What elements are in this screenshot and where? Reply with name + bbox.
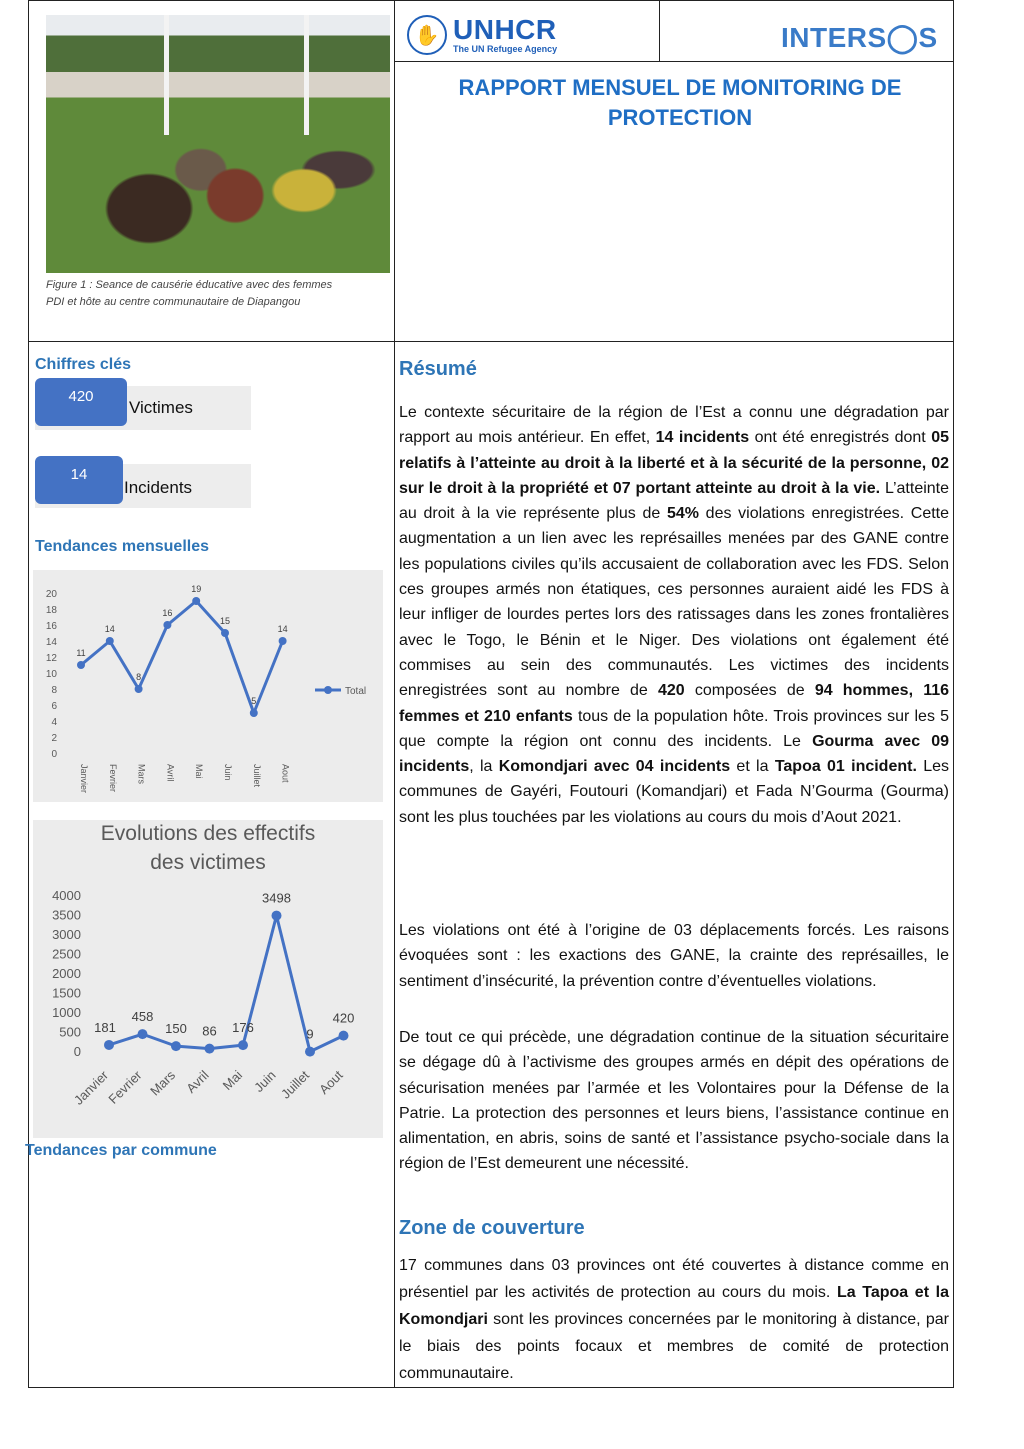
x-tick-label: Mai bbox=[219, 1067, 246, 1093]
x-tick-label: Aout bbox=[280, 764, 291, 783]
photo-pole bbox=[304, 15, 309, 135]
data-point bbox=[192, 597, 200, 605]
y-tick-label: 6 bbox=[51, 701, 57, 712]
resume-paragraph-1-run: Le contexte sécuritaire de la région de l’Est a connu une dégradation par rapport au mois antérieur. En effet, bbox=[399, 404, 949, 447]
kpi-incidents-label: Incidents bbox=[124, 478, 193, 497]
chart-title-line: Evolutions des effectifs bbox=[100, 822, 316, 845]
zone-heading: Zone de couverture bbox=[399, 1217, 585, 1239]
resume-paragraph-1-run: ont été enregistrés dont bbox=[749, 429, 932, 447]
monthly-trends-heading: Tendances mensuelles bbox=[35, 538, 209, 555]
key-figures-heading: Chiffres clés bbox=[35, 356, 132, 373]
unhcr-logo bbox=[407, 15, 557, 55]
data-label: 8 bbox=[136, 672, 142, 682]
resume-paragraph-1-run: Gourma avec 09 incidents bbox=[399, 732, 950, 776]
x-tick-label: Juillet bbox=[278, 1067, 313, 1102]
data-label: 14 bbox=[277, 624, 288, 634]
y-tick-label: 3500 bbox=[52, 907, 81, 923]
y-tick-label: 10 bbox=[45, 669, 57, 680]
resume-paragraph-1-run: 14 incidents bbox=[655, 429, 750, 447]
incidents-chart-box bbox=[33, 570, 383, 802]
resume-paragraph-1-run: Les communes de Gayéri, Foutouri (Komandjari) et Fada N’Gourma (Gourma) sont les plus touchées par les violations au cours du mois d’Aout 2021. bbox=[399, 758, 949, 826]
data-label: 19 bbox=[191, 584, 202, 594]
resume-paragraph-2: Les violations ont été à l’origine de 03 déplacements forcés. Les raisons évoquées sont : les exactions des GANE, la crainte des représailles, le sentiment d’insécurité, la prévention contre d’éventuelles violations. bbox=[399, 922, 949, 990]
y-tick-label: 4000 bbox=[52, 888, 81, 903]
logo-divider bbox=[659, 1, 660, 61]
photo-cell bbox=[28, 0, 394, 342]
y-tick-label: 16 bbox=[45, 621, 57, 632]
unhcr-name: UNHCR bbox=[453, 14, 557, 45]
resume-paragraph-1-run: Tapoa 01 incident. bbox=[774, 758, 917, 776]
left-column bbox=[25, 342, 394, 1388]
community-meeting-photo bbox=[46, 15, 390, 273]
data-label: 3498 bbox=[262, 890, 291, 906]
right-column bbox=[394, 342, 954, 1388]
data-point bbox=[77, 661, 85, 669]
x-tick-label: Fevrier bbox=[105, 1067, 145, 1107]
zone-paragraph-run: sont les provinces concernées par le monitoring à distance, par le biais des points focaux et membres de comité de protection communautaire. bbox=[399, 1311, 949, 1382]
y-tick-label: 14 bbox=[45, 637, 57, 648]
data-label: 176 bbox=[232, 1020, 254, 1036]
logo-title-cell bbox=[394, 0, 954, 342]
y-tick-label: 12 bbox=[45, 653, 57, 664]
data-point bbox=[221, 629, 229, 637]
x-tick-label: Mai bbox=[194, 764, 205, 779]
x-tick-label: Avril bbox=[183, 1067, 212, 1096]
photo-pole bbox=[164, 15, 169, 135]
x-tick-label: Avril bbox=[165, 764, 176, 782]
y-tick-label: 3000 bbox=[52, 927, 81, 942]
y-tick-label: 500 bbox=[59, 1024, 81, 1040]
resume-paragraph-1-run: 94 hommes, 116 femmes et 210 enfants bbox=[399, 682, 950, 725]
logo-divider bbox=[395, 61, 953, 62]
y-tick-label: 1500 bbox=[52, 985, 81, 1001]
resume-paragraph-1-run: 420 bbox=[657, 682, 685, 700]
kpi-incidents-value: 14 bbox=[35, 456, 123, 504]
data-point bbox=[250, 709, 258, 717]
legend-marker bbox=[324, 686, 332, 694]
data-label: 150 bbox=[165, 1021, 187, 1037]
intersos-logo: INTERS◯S bbox=[781, 22, 938, 53]
data-label: 458 bbox=[131, 1009, 154, 1025]
data-point bbox=[238, 1040, 248, 1050]
data-point bbox=[339, 1031, 349, 1041]
incidents-line-chart bbox=[33, 570, 383, 802]
zone-paragraph-run: 17 communes dans 03 provinces ont été couvertes à distance comme en présentiel par les activités de protection au cours du mois. bbox=[399, 1257, 949, 1301]
kpi-victims-label: Victimes bbox=[129, 398, 193, 417]
legend-label: Total bbox=[345, 686, 367, 697]
resume-paragraph-3: De tout ce qui précède, une dégradation continue de la situation sécuritaire se dégage dû à l’activisme des groupes armés en dépit des opérations de sécurisation menées par l’armée et les Volontaires pour la Défense de la Patrie. La protection des personnes et leurs biens, l’assistance continue en alimentation, en abris, soins de santé et l’assistance psycho-sociale dans la région de l’Est demeurent une nécessité. bbox=[399, 1029, 949, 1173]
data-point bbox=[305, 1047, 315, 1057]
resume-paragraph-1 bbox=[399, 400, 949, 830]
y-tick-label: 2000 bbox=[52, 966, 81, 981]
zone-paragraph bbox=[399, 1252, 949, 1387]
x-tick-label: Janvier bbox=[70, 1067, 112, 1108]
commune-trends-heading: Tendances par commune bbox=[25, 1142, 217, 1159]
x-tick-label: Janvier bbox=[79, 764, 89, 794]
y-tick-label: 20 bbox=[45, 589, 57, 600]
resume-heading: Résumé bbox=[399, 358, 477, 380]
chart-title-line: des victimes bbox=[150, 851, 266, 874]
data-point bbox=[205, 1044, 215, 1054]
data-label: 9 bbox=[306, 1026, 314, 1042]
unhcr-wordmark bbox=[453, 16, 557, 54]
data-label: 420 bbox=[332, 1010, 355, 1026]
resume-paragraph-1-run: et la bbox=[730, 758, 775, 776]
resume-paragraph-1-run: tous de la population hôte. Trois provinces sur les 5 que compte la région ont connu des incidents. Le bbox=[399, 707, 949, 750]
x-tick-label: Mars bbox=[147, 1067, 179, 1099]
victims-chart-box bbox=[33, 820, 383, 1138]
resume-paragraph-1-run: , la bbox=[469, 758, 499, 776]
unhcr-emblem-icon: ✋ bbox=[407, 15, 447, 55]
data-label: 16 bbox=[162, 608, 173, 618]
x-tick-label: Juin bbox=[251, 1067, 279, 1095]
y-tick-label: 2 bbox=[51, 733, 57, 744]
data-label: 181 bbox=[94, 1019, 116, 1035]
data-point bbox=[135, 685, 143, 693]
zone-paragraph-run: La Tapoa et la Komondjari bbox=[399, 1284, 949, 1328]
resume-paragraph-1-run: Komondjari avec 04 incidents bbox=[498, 758, 731, 776]
x-tick-label: Mars bbox=[136, 764, 147, 784]
data-label: 14 bbox=[104, 624, 115, 634]
resume-paragraph-1-run: composées de bbox=[684, 682, 815, 700]
y-tick-label: 4 bbox=[51, 717, 57, 728]
resume-paragraph-1-run: 05 relatifs à l’atteinte au droit à la liberté et à la sécurité de la personne, 02 sur le droit à la propriété et 07 portant atteinte au droit à la vie. bbox=[399, 429, 950, 497]
data-label: 5 bbox=[251, 696, 257, 706]
data-point bbox=[279, 637, 287, 645]
data-point bbox=[163, 621, 171, 629]
y-tick-label: 18 bbox=[45, 605, 57, 616]
data-point bbox=[138, 1029, 148, 1039]
resume-paragraph-1-run: 54% bbox=[666, 505, 699, 523]
kpi-incidents bbox=[35, 464, 251, 508]
photo-caption: Figure 1 : Seance de causérie éducative avec des femmes PDI et hôte au centre communautaire de Diapangou bbox=[46, 279, 333, 308]
y-tick-label: 0 bbox=[51, 749, 57, 760]
data-point bbox=[171, 1041, 181, 1051]
kpi-victims-value: 420 bbox=[35, 378, 127, 426]
resume-paragraph-1-run: L’atteinte au droit à la vie représente plus de bbox=[399, 479, 950, 523]
victims-line-chart bbox=[33, 820, 383, 1138]
data-label: 11 bbox=[76, 648, 86, 658]
x-tick-label: Juin bbox=[223, 764, 233, 781]
data-point bbox=[272, 911, 282, 921]
y-tick-label: 0 bbox=[73, 1044, 81, 1059]
y-tick-label: 2500 bbox=[52, 946, 81, 962]
data-point bbox=[104, 1040, 114, 1050]
data-label: 15 bbox=[219, 616, 231, 626]
report-title: RAPPORT MENSUEL DE MONITORING DE PROTECTION bbox=[458, 75, 902, 130]
data-label: 86 bbox=[202, 1023, 217, 1039]
kpi-victims bbox=[35, 386, 251, 430]
x-tick-label: Juillet bbox=[251, 764, 262, 788]
x-tick-label: Fevrier bbox=[107, 764, 118, 793]
unhcr-tagline: The UN Refugee Agency bbox=[453, 44, 558, 54]
y-tick-label: 8 bbox=[51, 685, 57, 696]
y-tick-label: 1000 bbox=[52, 1005, 81, 1020]
x-tick-label: Aout bbox=[316, 1067, 346, 1098]
data-point bbox=[106, 637, 114, 645]
resume-paragraph-1-run: des violations enregistrées. Cette augmentation a un lien avec les représailles menées par des GANE contre les populations civiles qu’ils accusaient de collaboration avec les FDS. Selon ces groupes armés non étatiques, ces personnes auraient aidé les FDS à leur infliger de lourdes pertes lors des ratissages dans les zones frontalières avec le Togo, le Bénin et le Niger. Des violations ont également été commises au sein des communautés. Les victimes des incidents enregistrées sont au nombre de bbox=[399, 505, 950, 700]
